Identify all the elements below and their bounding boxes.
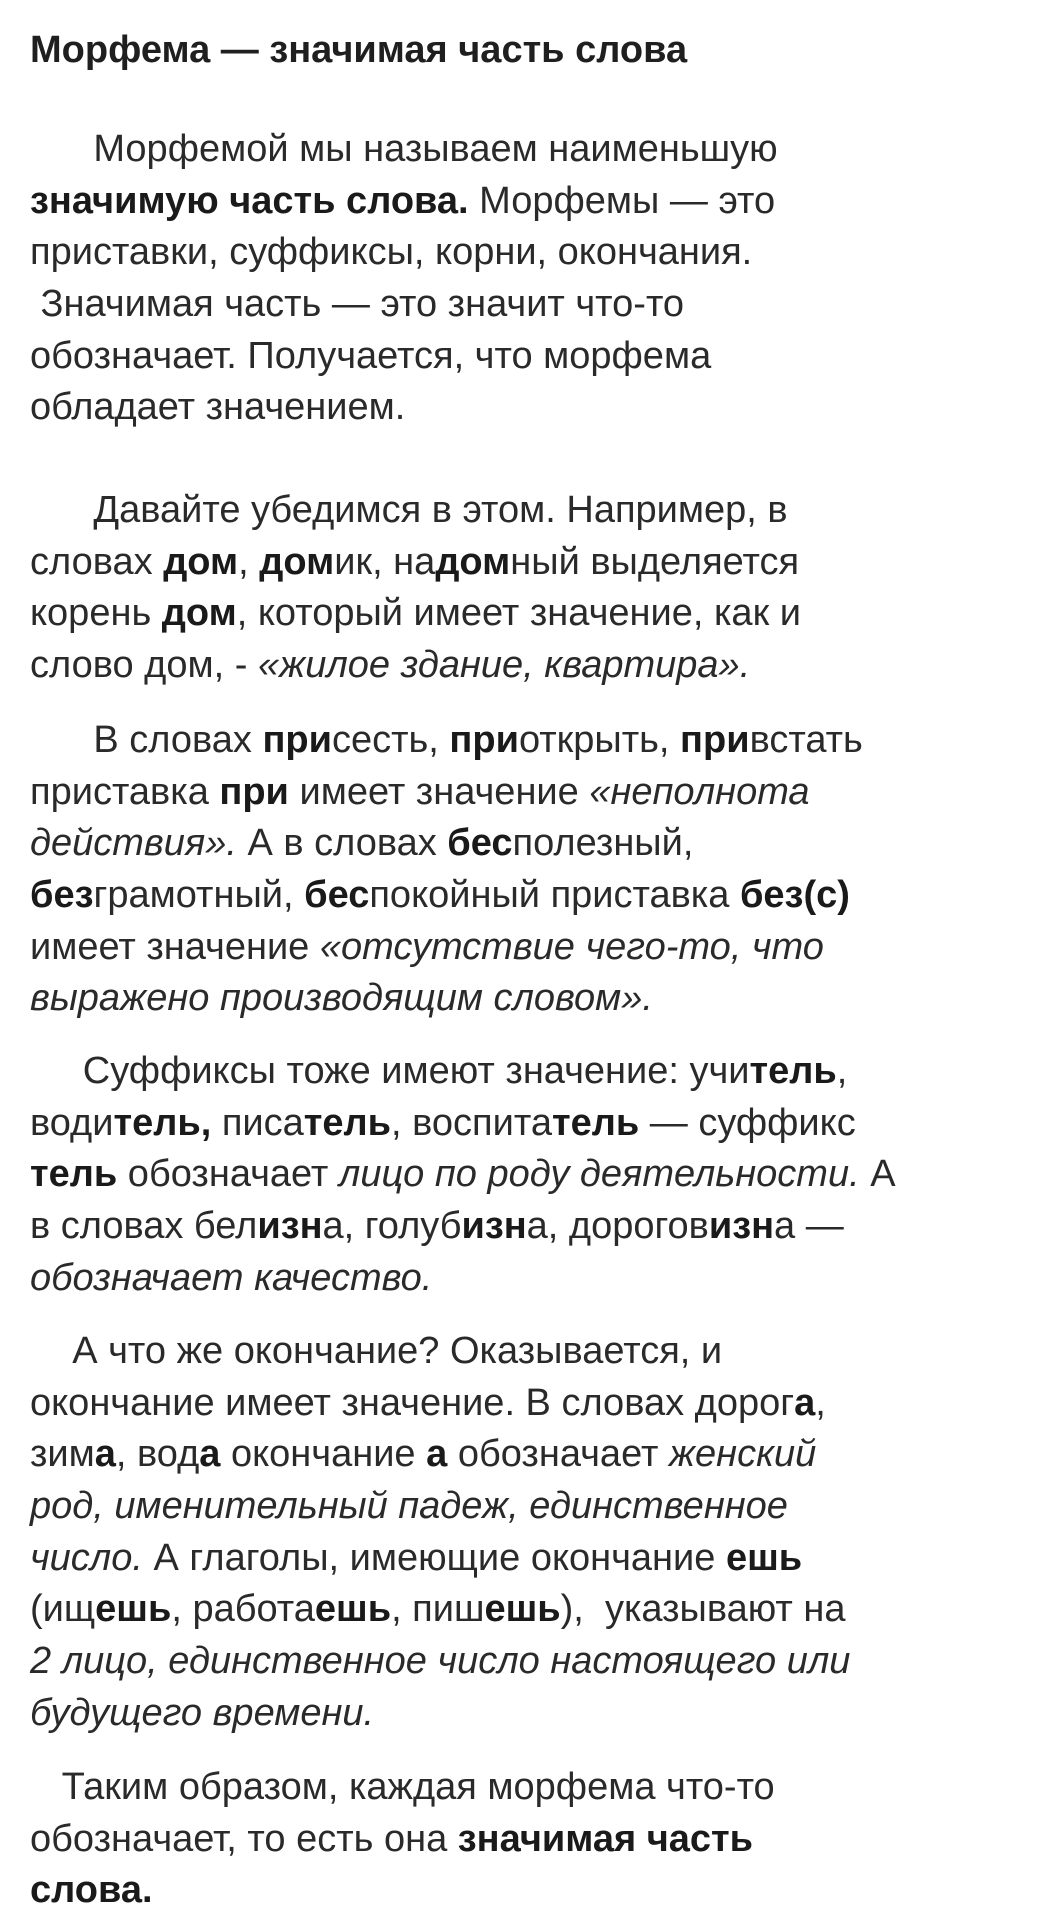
bold-text: без(с) bbox=[739, 874, 850, 917]
body-text: Значимая часть — это значит что-то bbox=[30, 283, 685, 326]
text-line bbox=[30, 1098, 1030, 1150]
bold-text: при bbox=[680, 719, 750, 761]
text-line bbox=[30, 870, 1030, 922]
text-line bbox=[30, 279, 1030, 331]
body-text: обозначает. Получается, что морфема bbox=[30, 334, 712, 377]
text-line bbox=[30, 1762, 1030, 1814]
italic-text: женский bbox=[668, 1433, 817, 1476]
body-text: писа bbox=[211, 1101, 304, 1144]
body-text: окончание имеет значение. В словах дорог bbox=[30, 1381, 795, 1424]
bold-text: а bbox=[794, 1381, 816, 1424]
text-line bbox=[30, 537, 1030, 589]
italic-text: действия». bbox=[30, 822, 237, 865]
body-text: , работа bbox=[171, 1588, 315, 1631]
bold-text: изн bbox=[257, 1205, 323, 1248]
bold-text: ешь bbox=[314, 1588, 392, 1631]
body-text: а, дорогов bbox=[526, 1205, 709, 1248]
text-line bbox=[30, 818, 1030, 870]
body-text: зим bbox=[30, 1433, 95, 1476]
body-text: обладает значением. bbox=[30, 386, 406, 429]
bold-text: дом bbox=[161, 592, 237, 635]
text-line bbox=[30, 1429, 1030, 1481]
text-line bbox=[30, 588, 1030, 640]
bold-text: а bbox=[199, 1433, 221, 1476]
body-text: имеет значение bbox=[30, 925, 320, 968]
body-text: Морфемой мы называем наименьшую bbox=[30, 128, 778, 170]
italic-text: будущего времени. bbox=[30, 1691, 375, 1734]
body-text: , bbox=[238, 540, 260, 583]
body-text: обозначает bbox=[447, 1433, 669, 1476]
bold-text: при bbox=[262, 719, 332, 761]
paragraph-conclusion bbox=[30, 1762, 1030, 1917]
body-text: Суффиксы тоже имеют значение: учи bbox=[30, 1050, 750, 1092]
body-text: А глаголы, имеющие окончание bbox=[142, 1536, 726, 1579]
body-text: , вод bbox=[115, 1433, 200, 1476]
text-line bbox=[30, 1481, 1030, 1533]
body-text: води bbox=[30, 1101, 114, 1144]
bold-text: слова. bbox=[30, 1869, 153, 1912]
text-line bbox=[30, 1688, 1030, 1740]
text-line bbox=[30, 1046, 1030, 1098]
bold-text: изн bbox=[708, 1205, 775, 1248]
body-text: корень bbox=[30, 592, 162, 635]
body-text: обозначает, то есть она bbox=[30, 1817, 458, 1860]
paragraph-suffix-example bbox=[30, 1046, 1030, 1304]
body-text: , bbox=[836, 1050, 848, 1092]
page-title: Морфема — значимая часть слова bbox=[30, 29, 688, 71]
text-line bbox=[30, 1533, 1030, 1585]
body-text: в словах бел bbox=[30, 1205, 258, 1248]
italic-text: 2 лицо, единственное число настоящего или bbox=[30, 1640, 851, 1683]
italic-text: род, именительный падеж, единственное bbox=[30, 1485, 788, 1528]
text-line bbox=[30, 1814, 1030, 1866]
bold-text: тель bbox=[303, 1101, 392, 1144]
italic-text: «отсутствие чего-то, что bbox=[319, 925, 824, 968]
text-line bbox=[30, 715, 1030, 767]
body-text: слово дом, - bbox=[30, 644, 258, 687]
paragraph-root-example bbox=[30, 485, 1030, 692]
text-line bbox=[30, 922, 1030, 974]
body-text: А что же окончание? Оказывается, и bbox=[30, 1330, 723, 1372]
text-line bbox=[30, 176, 1030, 228]
text-line bbox=[30, 1378, 1030, 1430]
bold-text: дом bbox=[435, 540, 511, 583]
text-line bbox=[30, 227, 1030, 279]
bold-text: а bbox=[94, 1433, 116, 1476]
text-line bbox=[30, 1149, 1030, 1201]
bold-text: ешь bbox=[725, 1536, 803, 1579]
text-line bbox=[30, 331, 1030, 383]
paragraph-definition bbox=[30, 124, 1030, 434]
text-line bbox=[30, 1584, 1030, 1636]
bold-text: бес bbox=[447, 822, 513, 865]
bold-text: значимую часть слова. bbox=[30, 179, 469, 222]
text-line bbox=[30, 767, 1030, 819]
body-text: Давайте убедимся в этом. Например, в bbox=[30, 489, 788, 531]
body-text: В словах bbox=[30, 719, 263, 761]
body-text: (ищ bbox=[30, 1588, 96, 1631]
text-line bbox=[30, 124, 1030, 176]
body-text: а — bbox=[774, 1205, 844, 1248]
body-text: сесть, bbox=[331, 719, 450, 761]
body-text: ), указывают на bbox=[560, 1588, 846, 1631]
body-text: А bbox=[859, 1153, 896, 1196]
bold-text: при bbox=[449, 719, 519, 761]
bold-text: дом bbox=[259, 540, 335, 583]
bold-text: дом bbox=[163, 540, 239, 583]
bold-text: при bbox=[219, 770, 289, 813]
bold-text: ешь bbox=[484, 1588, 561, 1631]
italic-text: лицо по роду деятельности. bbox=[338, 1153, 860, 1196]
text-line bbox=[30, 485, 1030, 537]
body-text: словах bbox=[30, 540, 164, 583]
bold-text: тель bbox=[551, 1101, 640, 1144]
bold-text: бес bbox=[304, 874, 370, 917]
body-text: встать bbox=[749, 719, 863, 761]
text-line bbox=[30, 1636, 1030, 1688]
body-text: , пиш bbox=[391, 1588, 485, 1631]
text-line bbox=[30, 1201, 1030, 1253]
text-line bbox=[30, 1253, 1030, 1305]
body-text: открыть, bbox=[518, 719, 681, 761]
body-text: покойный приставка bbox=[369, 874, 740, 917]
body-text: Таким образом, каждая морфема что-то bbox=[30, 1766, 775, 1808]
bold-text: тель bbox=[30, 1153, 118, 1196]
text-line bbox=[30, 382, 1030, 434]
body-text: полезный, bbox=[512, 822, 694, 865]
text-line bbox=[30, 1865, 1030, 1917]
body-text: , bbox=[815, 1381, 826, 1424]
bold-text: без bbox=[30, 874, 94, 917]
paragraph-ending-example bbox=[30, 1326, 1030, 1740]
italic-text: выражено производящим словом». bbox=[30, 977, 653, 1020]
body-text: а, голуб bbox=[322, 1205, 462, 1248]
body-text: , который имеет значение, как и bbox=[236, 592, 801, 635]
italic-text: обозначает качество. bbox=[30, 1256, 433, 1299]
text-line bbox=[30, 1326, 1030, 1378]
italic-text: число. bbox=[30, 1536, 143, 1579]
bold-text: а bbox=[426, 1433, 448, 1476]
body-text: окончание bbox=[220, 1433, 427, 1476]
text-line bbox=[30, 973, 1030, 1025]
body-text: ный выделяется bbox=[510, 540, 800, 583]
body-text: Морфемы — это bbox=[468, 179, 776, 222]
body-text: — суффикс bbox=[639, 1101, 856, 1144]
bold-text: тель bbox=[749, 1050, 837, 1092]
body-text: грамотный, bbox=[93, 874, 305, 917]
bold-text: тель, bbox=[113, 1101, 212, 1144]
bold-text: значимая часть bbox=[457, 1817, 754, 1860]
body-text: , воспита bbox=[391, 1101, 552, 1144]
italic-text: «жилое здание, квартира». bbox=[257, 644, 751, 687]
body-text: имеет значение bbox=[288, 770, 590, 813]
bold-text: изн bbox=[461, 1205, 527, 1248]
italic-text: «неполнота bbox=[589, 770, 810, 813]
body-text: обозначает bbox=[117, 1153, 339, 1196]
bold-text: ешь bbox=[95, 1588, 172, 1631]
body-text: А в словах bbox=[236, 822, 448, 865]
text-line bbox=[30, 640, 1030, 692]
body-text: ик, на bbox=[334, 540, 436, 583]
body-text: приставки, суффиксы, корни, окончания. bbox=[30, 231, 753, 274]
body-text: приставка bbox=[30, 770, 220, 813]
paragraph-prefix-example bbox=[30, 715, 1030, 1025]
